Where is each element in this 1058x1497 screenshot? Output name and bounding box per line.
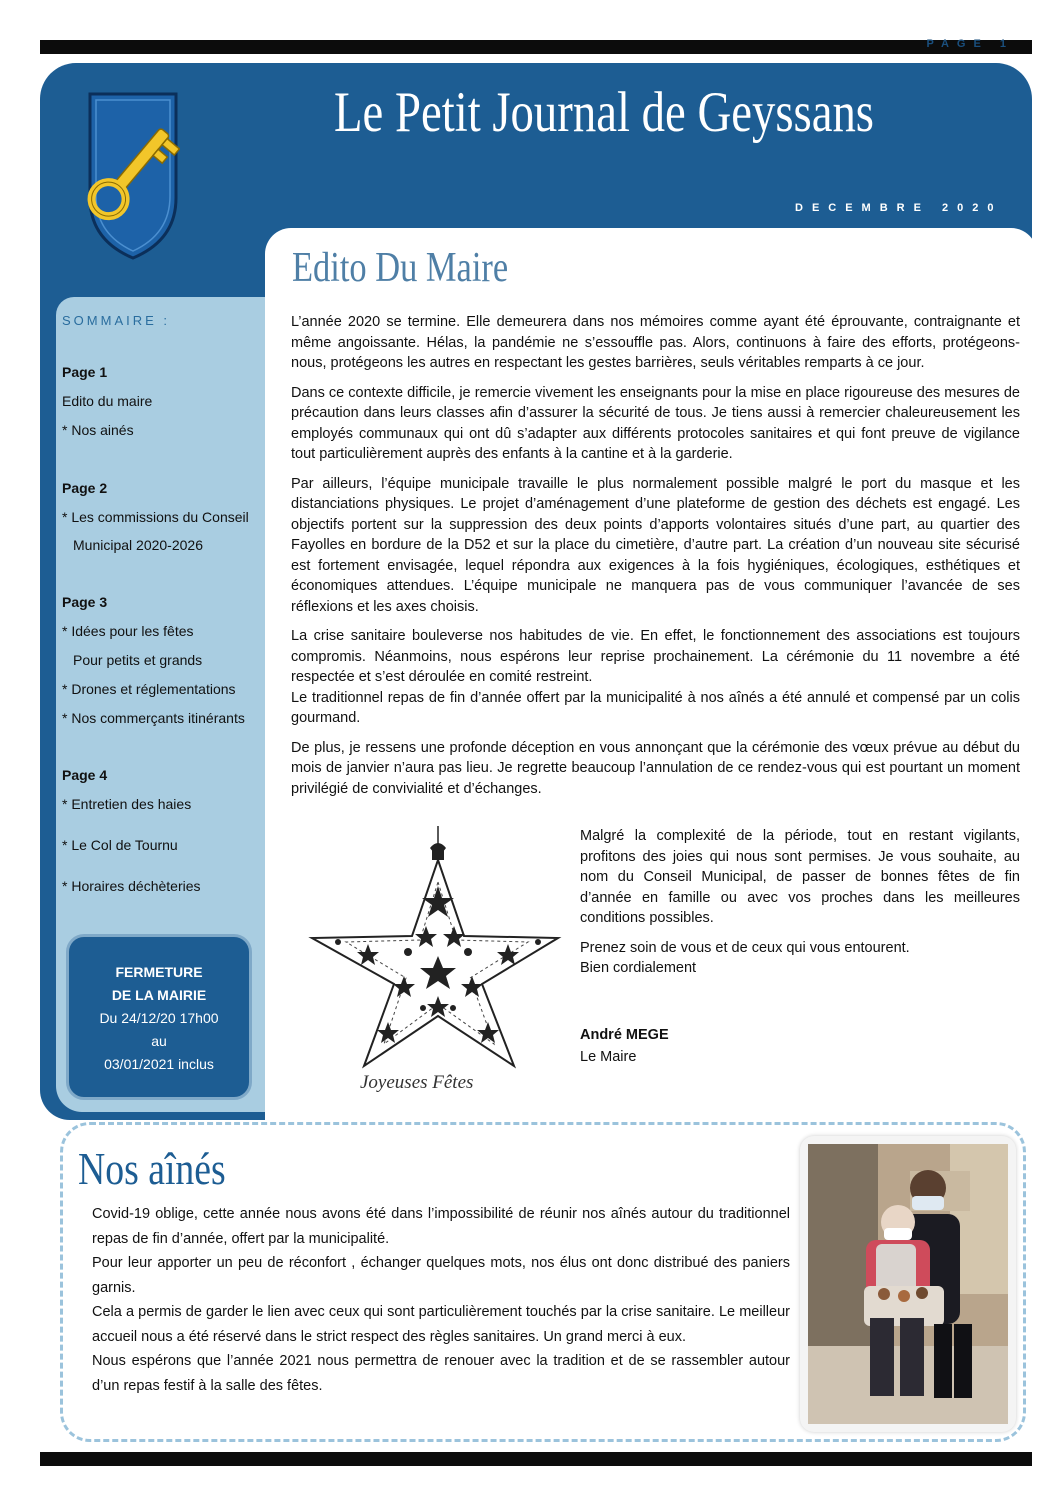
toc-item: * Idées pour les fêtes xyxy=(62,623,194,639)
toc-heading: Page 1 xyxy=(62,364,108,380)
page-label: PAGE 1 xyxy=(926,38,1014,50)
edito-closing xyxy=(580,826,1020,979)
aines-paragraph: Covid-19 oblige, cette année nous avons été dans l’impossibilité de réunir nos aînés autour du traditionnel repas de fin d’année, offert par la municipalité. xyxy=(92,1206,790,1247)
notice-line: FERMETURE xyxy=(115,964,203,980)
edito-paragraph: Le traditionnel repas de fin d’année offert par la municipalité à nos aînés a été annulé et compensé par un colis gourmand. xyxy=(291,689,1020,726)
toc-item: * Nos ainés xyxy=(62,422,134,438)
notice-line: 03/01/2021 inclus xyxy=(104,1056,214,1072)
christmas-star-icon xyxy=(308,826,568,1081)
toc-item: * Drones et réglementations xyxy=(62,681,236,697)
toc-item: * Le Col de Tournu xyxy=(62,837,178,853)
edito-paragraph: Bien cordialement xyxy=(580,960,697,976)
toc-item: Municipal 2020-2026 xyxy=(73,537,203,553)
toc-item: Edito du maire xyxy=(62,393,153,409)
aines-photo xyxy=(800,1136,1016,1432)
toc-heading: Page 4 xyxy=(62,767,108,783)
aines-paragraph: Pour leur apporter un peu de réconfort , échanger quelques mots, nos élus ont donc distribué des paniers garnis. xyxy=(92,1255,790,1296)
toc-heading: Page 2 xyxy=(62,480,108,496)
toc-item: * Entretien des haies xyxy=(62,796,192,812)
journal-title: Le Petit Journal de Geyssans xyxy=(334,81,875,144)
sommaire-title: SOMMAIRE : xyxy=(62,313,171,328)
issue-date: DECEMBRE 2020 xyxy=(795,202,1003,214)
edito-paragraph: Par ailleurs, l’équipe municipale travaille le plus normalement possible malgré le port du masque et les distanciations physiques. Le projet d’aménagement d’une plateforme de gestion des déchets est engagé. Les objectifs portent sur la suppression des deux points d’apports volontaires situés d’une part, au quartier des Fayolles en bordure de la D52 et sur la place du cimetière, d’autre part. La création d’un nouveau site sécurisé est fortement envisagée, lequel répondra aux exigences à la fois hygiéniques, écologiques, esthétiques et économiques attendues. L’équipe municipale ne manquera pas de vous communiquer l’avancée de ses réflexions et les axes choisis. xyxy=(291,475,1020,615)
signature xyxy=(580,1024,669,1068)
signature-name: André MEGE xyxy=(580,1027,669,1043)
toc-item: * Les commissions du Conseil xyxy=(62,509,249,525)
edito-body xyxy=(291,312,1020,808)
toc-item: * Horaires déchèteries xyxy=(62,878,201,894)
toc-heading: Page 3 xyxy=(62,594,108,610)
signature-role: Le Maire xyxy=(580,1049,637,1065)
edito-paragraph: Prenez soin de vous et de ceux qui vous entourent. xyxy=(580,939,910,956)
edito-paragraph: Dans ce contexte difficile, je remercie vivement les enseignants pour la mise en place rigoureuse des mesures de précaution dans leurs classes afin d’assurer la sécurité de tous. Je tiens aussi à remercier chaleureusement les employés communaux qui ont dû s’adapter aux différents protocoles sanitaires et qui font preuve de vigilance tout particulièrement auprès des enfants à la cantine et à la garderie. xyxy=(291,384,1020,462)
notice-line: au xyxy=(151,1033,167,1049)
aines-paragraph: Cela a permis de garder le lien avec ceux qui sont particulièrement touchés par la crise sanitaire. Le meilleur accueil nous a été réservé dans le strict respect des règles sanitaires. Un grand merci à eux. xyxy=(92,1304,790,1345)
toc-item: Pour petits et grands xyxy=(73,652,203,668)
edito-paragraph: De plus, je ressens une profonde déception en vous annonçant que la cérémonie des vœux prévue au début du mois de janvier n’aura pas lieu. Je regrette beaucoup l’annulation de ce rendez-vous qui est pourtant un moment privilégié de convivialité et d’échanges. xyxy=(291,739,1020,797)
star-caption: Joyeuses Fêtes xyxy=(360,1072,474,1093)
toc-item: * Nos commerçants itinérants xyxy=(62,710,245,726)
closure-notice xyxy=(66,934,252,1100)
aines-title: Nos aînés xyxy=(78,1143,226,1194)
edito-paragraph: La crise sanitaire bouleverse nos habitudes de vie. En effet, le fonctionnement des associations est toujours compromis. Néanmoins, nous espérons leur reprise prochainement. La cérémonie du 11 novembre a été respectée et s’est déroulée en comité restreint. xyxy=(291,628,1020,685)
notice-line: DE LA MAIRIE xyxy=(111,987,207,1003)
coat-of-arms-key-icon xyxy=(86,90,180,267)
edito-paragraph: L’année 2020 se termine. Elle demeurera dans nos mémoires comme ayant été éprouvante, contraignante et même angoissante. Hélas, la pandémie ne s’essouffle pas. Alors, continuons à faire des efforts, protégeons-nous, protégeons les autres en respectant les gestes barrières, seuls véritables remparts à ce jour. xyxy=(291,314,1020,371)
aines-body xyxy=(92,1202,790,1398)
top-rule xyxy=(40,40,1032,54)
aines-paragraph: Nous espérons que l’année 2021 nous permettra de renouer avec la tradition et de se rassembler autour d’un repas festif à la salle des fêtes. xyxy=(92,1353,790,1394)
edito-title: Edito Du Maire xyxy=(292,245,509,291)
notice-line: Du 24/12/20 17h00 xyxy=(99,1010,219,1026)
edito-paragraph: Malgré la complexité de la période, tout en restant vigilants, profitons des joies qui nous sont permises. Je vous souhaite, au nom du Conseil Municipal, de passer de bonnes fêtes de fin d’année en famille ou avec vos proches dans les meilleures conditions possibles. xyxy=(580,828,1020,926)
bottom-rule xyxy=(40,1452,1032,1466)
